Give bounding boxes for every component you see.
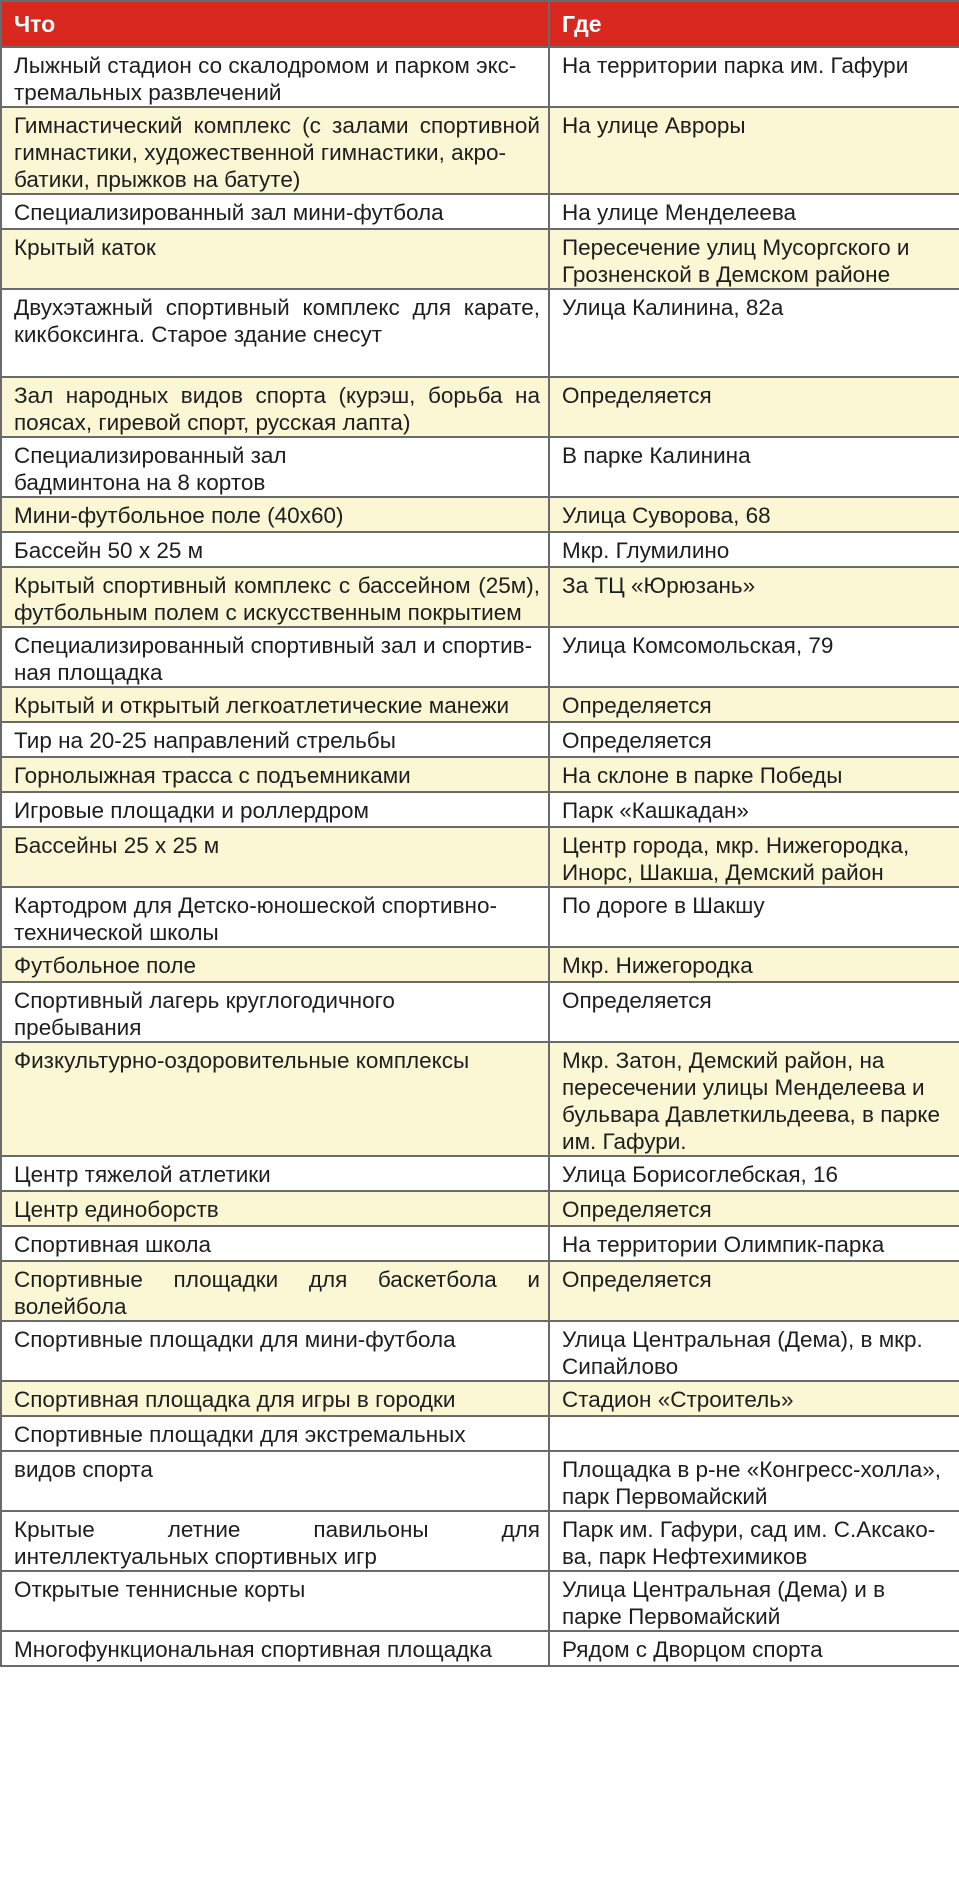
location-cell: Мкр. Глумилино: [549, 532, 959, 567]
location-cell: Площадка в р-не «Конгресс-холла», парк Первомайский: [549, 1451, 959, 1511]
facility-cell: Крытый и открытый легкоатлетические манежи: [1, 687, 549, 722]
facility-cell: Центр единоборств: [1, 1191, 549, 1226]
location-cell: На территории парка им. Гафури: [549, 47, 959, 107]
location-cell: Мкр. Затон, Демский район, на пересечении улицы Менделеева и бульвара Давлеткильдеева, в парке им. Гафури.: [549, 1042, 959, 1156]
location-cell: Улица Калинина, 82а: [549, 289, 959, 377]
table-row: [1, 1571, 959, 1631]
facility-cell: Бассейны 25 х 25 м: [1, 827, 549, 887]
facility-cell: Игровые площадки и роллердром: [1, 792, 549, 827]
facility-cell: Футбольное поле: [1, 947, 549, 982]
table-row: [1, 757, 959, 792]
table-row: [1, 1191, 959, 1226]
table-row: [1, 229, 959, 289]
table-row: [1, 827, 959, 887]
table-row: [1, 532, 959, 567]
location-cell: Улица Суворова, 68: [549, 497, 959, 532]
facility-cell: Гимнастический комплекс (с залами спортивной гимнастики, художественной гимнастики, акро- батики, прыжков на батуте): [1, 107, 549, 194]
facility-cell: Бассейн 50 х 25 м: [1, 532, 549, 567]
facility-cell: Спортивные площадки для экстремальных: [1, 1416, 549, 1451]
table-row: [1, 1381, 959, 1416]
table-row: [1, 1321, 959, 1381]
table-header-row: [1, 1, 959, 47]
table-row: [1, 1631, 959, 1666]
location-cell: Парк «Кашкадан»: [549, 792, 959, 827]
table-row: [1, 107, 959, 194]
location-cell: Определяется: [549, 982, 959, 1042]
location-cell: Пересечение улиц Мусоргского и Грозненской в Демском районе: [549, 229, 959, 289]
table-row: [1, 1416, 959, 1451]
facility-cell: Крытый спортивный комплекс с бассейном (25м), футбольным полем с искусственным покрытием: [1, 567, 549, 627]
facility-cell: Мини-футбольное поле (40х60): [1, 497, 549, 532]
location-cell: На улице Авроры: [549, 107, 959, 194]
facility-cell: Лыжный стадион со скалодромом и парком экс- тремальных развлечений: [1, 47, 549, 107]
table-row: [1, 1226, 959, 1261]
facility-cell: Многофункциональная спортивная площадка: [1, 1631, 549, 1666]
location-cell: Определяется: [549, 1261, 959, 1321]
location-cell: Парк им. Гафури, сад им. С.Аксако- ва, парк Нефтехимиков: [549, 1511, 959, 1571]
facility-cell: Центр тяжелой атлетики: [1, 1156, 549, 1191]
table-row: [1, 377, 959, 437]
location-cell: В парке Калинина: [549, 437, 959, 497]
table-row: [1, 1156, 959, 1191]
table-row: [1, 687, 959, 722]
location-cell: Определяется: [549, 1191, 959, 1226]
facility-cell: Специализированный зал мини-футбола: [1, 194, 549, 229]
location-cell: На улице Менделеева: [549, 194, 959, 229]
header-what: Что: [1, 1, 549, 47]
location-cell: На территории Олимпик-парка: [549, 1226, 959, 1261]
facility-cell: Специализированный зал бадминтона на 8 кортов: [1, 437, 549, 497]
table-row: [1, 982, 959, 1042]
facility-cell: Спортивные площадки для баскетбола и волейбола: [1, 1261, 549, 1321]
table-row: [1, 497, 959, 532]
location-cell: Определяется: [549, 377, 959, 437]
table-row: [1, 1261, 959, 1321]
facility-cell: Крытый каток: [1, 229, 549, 289]
location-cell: Центр города, мкр. Нижегородка, Инорс, Шакша, Демский район: [549, 827, 959, 887]
location-cell: Улица Комсомольская, 79: [549, 627, 959, 687]
location-cell: Улица Центральная (Дема), в мкр. Сипайлово: [549, 1321, 959, 1381]
location-cell: [549, 1416, 959, 1451]
table-row: [1, 627, 959, 687]
facility-cell: Картодром для Детско-юношеской спортивно- технической школы: [1, 887, 549, 947]
facility-cell: Спортивный лагерь круглогодичного пребывания: [1, 982, 549, 1042]
location-cell: Улица Борисоглебская, 16: [549, 1156, 959, 1191]
facility-cell: Физкультурно-оздоровительные комплексы: [1, 1042, 549, 1156]
table-body: [1, 47, 959, 1666]
location-cell: Определяется: [549, 687, 959, 722]
facility-cell: Крытые летние павильоны для интеллектуальных спортивных игр: [1, 1511, 549, 1571]
facility-cell: Горнолыжная трасса с подъемниками: [1, 757, 549, 792]
facility-cell: Спортивная школа: [1, 1226, 549, 1261]
location-cell: Улица Центральная (Дема) и в парке Первомайский: [549, 1571, 959, 1631]
table-row: [1, 1451, 959, 1511]
table-row: [1, 289, 959, 377]
table-row: [1, 194, 959, 229]
location-cell: Стадион «Строитель»: [549, 1381, 959, 1416]
location-cell: Мкр. Нижегородка: [549, 947, 959, 982]
table-row: [1, 1042, 959, 1156]
location-cell: За ТЦ «Юрюзань»: [549, 567, 959, 627]
facility-cell: Зал народных видов спорта (курэш, борьба на поясах, гиревой спорт, русская лапта): [1, 377, 549, 437]
location-cell: Рядом с Дворцом спорта: [549, 1631, 959, 1666]
facility-cell: видов спорта: [1, 1451, 549, 1511]
table-row: [1, 47, 959, 107]
location-cell: По дороге в Шакшу: [549, 887, 959, 947]
facility-cell: Двухэтажный спортивный комплекс для карате, кикбоксинга. Старое здание снесут: [1, 289, 549, 377]
location-cell: Определяется: [549, 722, 959, 757]
facility-cell: Спортивные площадки для мини-футбола: [1, 1321, 549, 1381]
table-row: [1, 1511, 959, 1571]
facility-cell: Открытые теннисные корты: [1, 1571, 549, 1631]
table-row: [1, 947, 959, 982]
table-row: [1, 792, 959, 827]
header-where: Где: [549, 1, 959, 47]
table-row: [1, 567, 959, 627]
facility-cell: Тир на 20-25 направлений стрельбы: [1, 722, 549, 757]
facility-cell: Спортивная площадка для игры в городки: [1, 1381, 549, 1416]
table-row: [1, 887, 959, 947]
facility-cell: Специализированный спортивный зал и спортив- ная площадка: [1, 627, 549, 687]
table-row: [1, 437, 959, 497]
table-row: [1, 722, 959, 757]
location-cell: На склоне в парке Победы: [549, 757, 959, 792]
